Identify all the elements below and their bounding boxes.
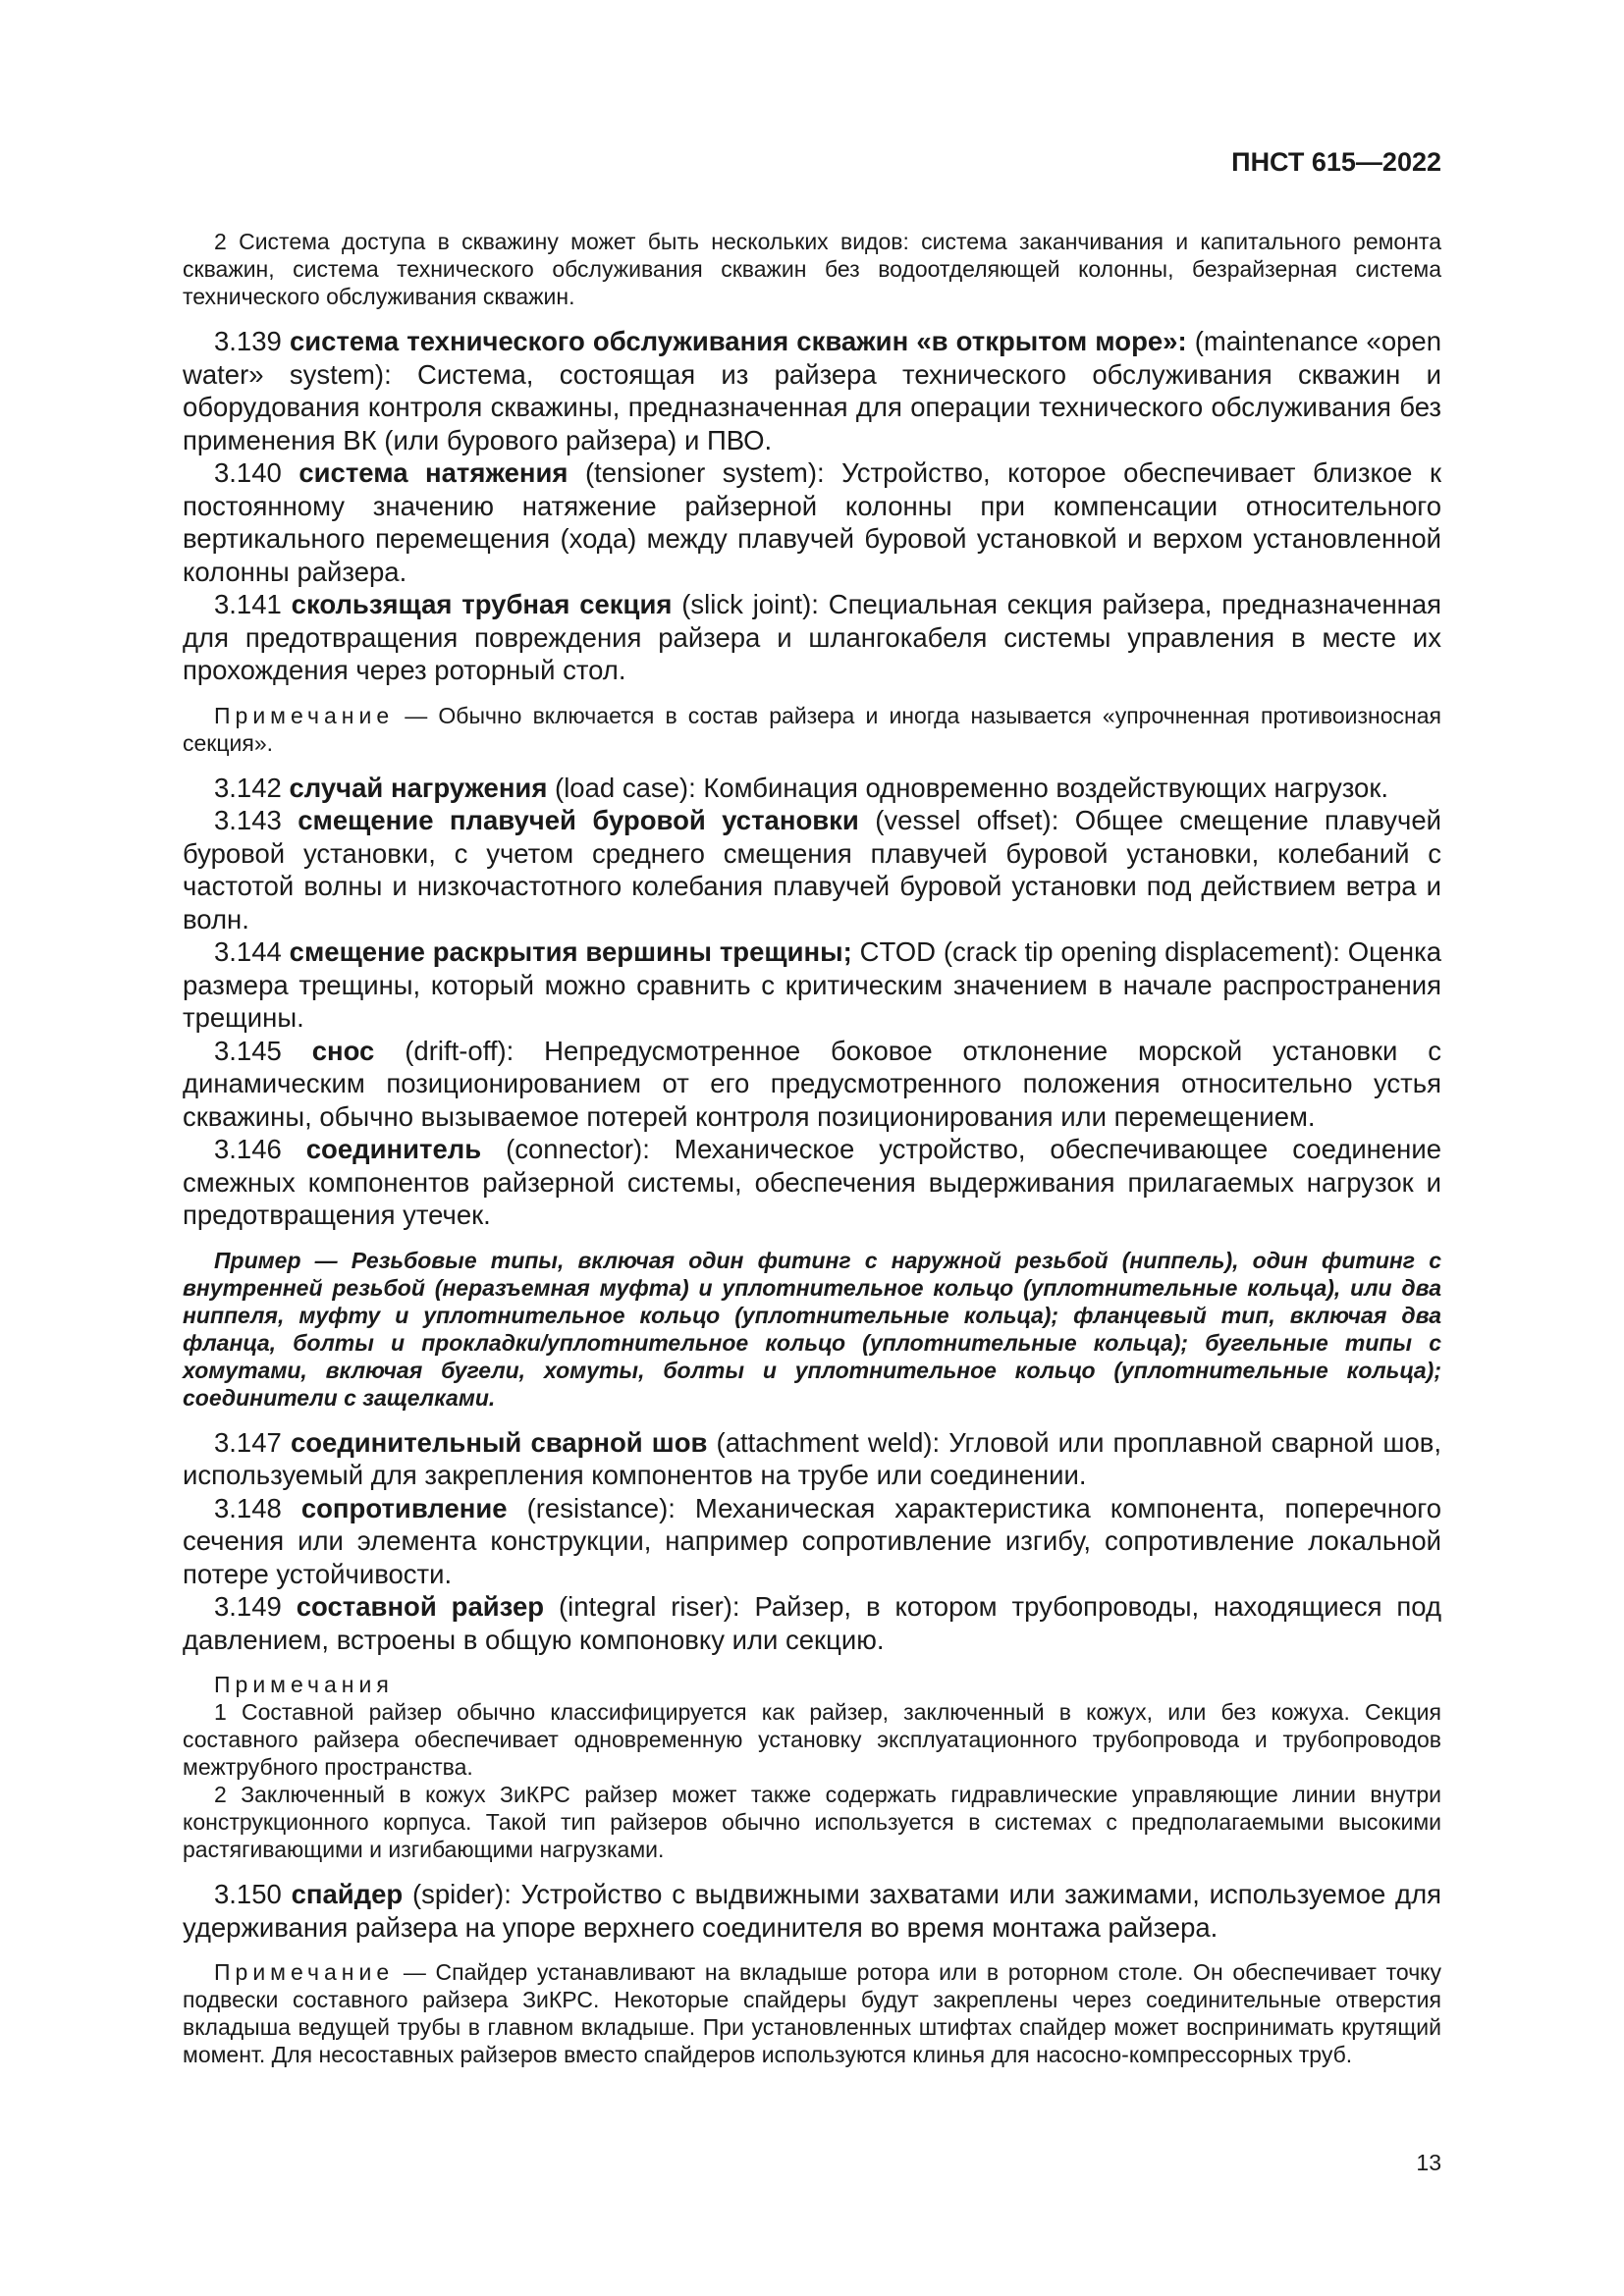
- term-number: 3.139: [214, 326, 282, 356]
- note-3-149-1: 1 Составной райзер обычно классифицируется как райзер, заключенный в кожух, или без кожуха. Секция составного райзера обеспечивает одновременную установку эксплуатационного трубопровода и трубопроводов межтрубного пространства.: [183, 1699, 1441, 1780]
- note-text: — Спайдер устанавливают на вкладыше ротора или в роторном столе. Он обеспечивает точку подвески составного райзера ЗиКРС. Некоторые спайдеры будут закреплены через соединительные отверстия вкладыша ведущей трубы в главном вкладыше. При установленных штифтах спайдер может воспринимать крутящий момент. Для несоставных райзеров вместо спайдеров используются клинья для насосно-компрессорных труб.: [183, 1959, 1442, 2067]
- term-definition: (maintenance «open water» system): Система, состоящая из райзера технического обслуживания скважин и оборудования контроля скважины, предназначенная для операции технического обслуживания без применения ВК (или бурового райзера) и ПВО.: [183, 326, 1441, 455]
- term-name: смещение плавучей буровой установки: [298, 805, 859, 835]
- term-entry-3-145: [183, 1035, 1441, 1134]
- term-number: 3.148: [214, 1492, 282, 1523]
- term-name: скользящая трубная секция: [291, 589, 673, 619]
- term-definition: CTOD (crack tip opening displacement): Оценка размера трещины, который можно сравнить с критическим значением в начале распространения трещины.: [183, 936, 1442, 1033]
- term-number: 3.150: [214, 1879, 282, 1909]
- term-definition: (drift-off): Непредусмотренное боковое отклонение морской установки с динамическим позиционированием от его предусмотренного положения относительно устья скважины, обычно вызываемое потерей контроля позиционирования или перемещением.: [183, 1035, 1442, 1132]
- note-label: Примечания: [214, 1672, 394, 1697]
- term-number: 3.142: [214, 772, 282, 803]
- term-number: 3.141: [214, 589, 282, 619]
- term-name: система технического обслуживания скважин «в открытом море»:: [289, 326, 1187, 356]
- term-entry-3-148: [183, 1492, 1441, 1591]
- term-name: соединительный сварной шов: [290, 1426, 708, 1458]
- term-entry-3-141: [183, 588, 1441, 687]
- term-definition: (load case): Комбинация одновременно воздействующих нагрузок.: [555, 772, 1389, 803]
- term-definition: (resistance): Механическая характеристика компонента, поперечного сечения или элемента конструкции, например сопротивление изгибу, сопротивление локальной потере устойчивости.: [183, 1492, 1442, 1589]
- term-definition: (integral riser): Райзер, в котором трубопроводы, находящиеся под давлением, встроены в общую компоновку или секцию.: [183, 1591, 1442, 1655]
- term-name: снос: [311, 1035, 375, 1066]
- note-3-149-2: 2 Заключенный в кожух ЗиКРС райзер может также содержать гидравлические управляющие линии внутри конструкционного корпуса. Такой тип райзеров обычно используется в системах с предполагаемыми высокими растягивающими и изгибающими нагрузками.: [183, 1782, 1441, 1862]
- term-name: составной райзер: [296, 1591, 545, 1622]
- notes-label: [183, 1671, 1441, 1698]
- term-number: 3.145: [214, 1035, 282, 1066]
- term-definition: (vessel offset): Общее смещение плавучей буровой установки, с учетом среднего смещения плавучей буровой установки, колебаний с частотой волны и низкочастотного колебания плавучей буровой установки под действием ветра и волн.: [183, 805, 1442, 934]
- term-entry-3-144: [183, 935, 1441, 1035]
- term-entry-3-142: [183, 772, 1441, 805]
- term-number: 3.144: [214, 936, 282, 967]
- term-definition: (tensioner system): Устройство, которое обеспечивает близкое к постоянному значению натяжение райзерной колонны при компенсации относительного вертикального перемещения (хода) между плавучей буровой установкой и верхом установленной колонны райзера.: [183, 457, 1442, 587]
- note-label: Примечание: [214, 1959, 395, 1985]
- term-name: сопротивление: [300, 1492, 508, 1523]
- term-entry-3-140: [183, 456, 1441, 588]
- term-entry-3-143: [183, 804, 1441, 935]
- term-name: система натяжения: [298, 457, 568, 488]
- term-definition: (connector): Механическое устройство, обеспечивающее соединение смежных компонентов райзерной системы, обеспечения выдерживания прилагаемых нагрузок и предотвращения утечек.: [183, 1134, 1442, 1230]
- term-definition: (attachment weld): Угловой или проплавной сварной шов, используемый для закрепления компонентов на трубе или соединении.: [183, 1426, 1441, 1490]
- term-entry-3-146: [183, 1133, 1441, 1232]
- note-text: — Обычно включается в состав райзера и иногда называется «упрочненная противоизносная секция».: [183, 702, 1441, 756]
- term-name: соединитель: [305, 1134, 482, 1164]
- term-definition: (spider): Устройство с выдвижными захватами или зажимами, используемое для удерживания райзера на упоре верхнего соединителя во время монтажа райзера.: [183, 1879, 1442, 1943]
- term-name: спайдер: [291, 1879, 404, 1909]
- note-paragraph: 2 Система доступа в скважину может быть нескольких видов: система заканчивания и капитального ремонта скважин, система технического обслуживания скважин без водоотделяющей колонны, безрайзерная система технического обслуживания скважин.: [183, 229, 1441, 309]
- term-number: 3.146: [214, 1134, 282, 1164]
- document-header: ПНСТ 615—2022: [1231, 147, 1441, 177]
- term-entry-3-147: [183, 1426, 1441, 1492]
- term-number: 3.140: [214, 457, 282, 488]
- note-3-150: [183, 1958, 1441, 2068]
- term-entry-3-150: [183, 1878, 1441, 1944]
- term-number: 3.143: [214, 805, 282, 835]
- term-entry-3-139: [183, 325, 1441, 456]
- page-content: [183, 228, 1441, 2068]
- term-definition: (slick joint): Специальная секция райзера, предназначенная для предотвращения повреждения райзера и шлангокабеля системы управления в месте их прохождения через роторный стол.: [183, 589, 1442, 685]
- term-entry-3-149: [183, 1590, 1441, 1656]
- note-3-141: [183, 702, 1441, 757]
- term-number: 3.149: [214, 1591, 282, 1622]
- term-name: смещение раскрытия вершины трещины;: [289, 936, 852, 967]
- term-name: случай нагружения: [289, 772, 548, 803]
- term-number: 3.147: [214, 1426, 282, 1458]
- page-number: 13: [1416, 2150, 1441, 2175]
- example-3-146: Пример — Резьбовые типы, включая один фитинг с наружной резьбой (ниппель), один фитинг с внутренней резьбой (неразъемная муфта) и уплотнительное кольцо (уплотнительные кольца), или два ниппеля, муфту и уплотнительное кольцо (уплотнительные кольца); фланцевый тип, включая два фланца, болты и прокладки/уплотнительное кольцо (уплотнительные кольца); бугельные типы с хомутами, включая бугели, хомуты, болты и уплотнительное кольцо (уплотнительные кольца); соединители с защелками.: [183, 1247, 1441, 1411]
- note-label: Примечание: [214, 702, 395, 728]
